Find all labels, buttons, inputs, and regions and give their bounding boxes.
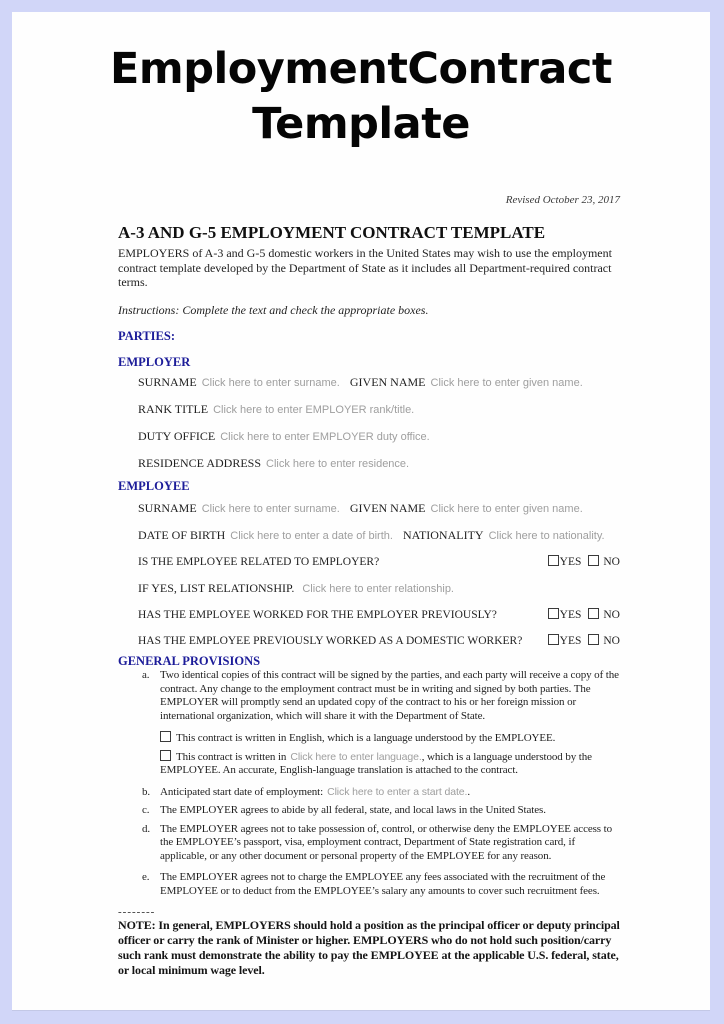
worked-question-row xyxy=(138,608,620,622)
item-b-text xyxy=(160,786,620,800)
document-content xyxy=(118,194,620,978)
employee-given-name-label: GIVEN NAME xyxy=(349,501,426,515)
language-other-line xyxy=(160,750,620,778)
relationship-label: IF YES, LIST RELATIONSHIP. xyxy=(138,581,295,595)
employee-given-name-field[interactable]: Click here to enter given name. xyxy=(430,503,583,515)
employer-heading: EMPLOYER xyxy=(118,355,191,369)
item-e-marker: e. xyxy=(142,871,150,883)
employer-residence-row xyxy=(138,456,620,471)
english-language-checkbox[interactable] xyxy=(160,731,171,742)
worked-yes-label: YES xyxy=(559,609,582,621)
employee-dob-field[interactable]: Click here to enter a date of birth. xyxy=(230,530,393,542)
employer-rank-field[interactable]: Click here to enter EMPLOYER rank/title. xyxy=(213,404,415,416)
employee-surname-label: SURNAME xyxy=(138,501,197,515)
domestic-question: HAS THE EMPLOYEE PREVIOUSLY WORKED AS A DOMESTIC WORKER? xyxy=(138,635,523,647)
employer-duty-label: DUTY OFFICE xyxy=(138,429,216,443)
related-question-row xyxy=(138,555,620,569)
employee-name-row xyxy=(138,501,620,516)
related-yes-label: YES xyxy=(559,556,582,568)
item-c-text: The EMPLOYER agrees to abide by all federal, state, and local laws in the United States. xyxy=(160,804,546,816)
item-d-text: The EMPLOYER agrees not to take possession of, control, or otherwise deny the EMPLOYEE access to the EMPLOYEE’s passport, visa, employment contract, Department of State registration card, if applicable, or any other document or personal property of the EMPLOYEE for any reason. xyxy=(160,822,612,862)
item-a-marker: a. xyxy=(142,669,150,681)
worked-yesno-group xyxy=(548,608,620,622)
title-line-1: EmploymentContract xyxy=(110,44,612,94)
relationship-field[interactable]: Click here to enter relationship. xyxy=(302,583,454,595)
provision-item-d xyxy=(118,823,620,864)
employee-heading: EMPLOYEE xyxy=(118,479,190,493)
domestic-yes-checkbox[interactable] xyxy=(548,634,559,645)
related-no-checkbox[interactable] xyxy=(588,555,599,566)
document-page xyxy=(12,12,710,1011)
parties-heading: PARTIES: xyxy=(118,329,175,343)
employer-surname-field[interactable]: Click here to enter surname. xyxy=(201,377,340,389)
item-a-text: Two identical copies of this contract will be signed by the parties, and each party will receive a copy of the contract. Any change to the employment contract must be in writing and signed by both parties. The EMPLOYER will promptly send an updated copy of the contract to his or her foreign mission or international organization, which will share it with the Department of State. xyxy=(160,669,619,722)
item-b-label: Anticipated start date of employment: xyxy=(160,785,324,798)
employer-duty-field[interactable]: Click here to enter EMPLOYER duty office. xyxy=(220,431,430,443)
intro-paragraph: EMPLOYERS of A-3 and G-5 domestic workers in the United States may wish to use the employment contract template developed by the Department of State as it includes all Department-required contract terms. xyxy=(118,246,612,289)
item-b-marker: b. xyxy=(142,785,151,798)
other-language-field[interactable]: Click here to enter language. xyxy=(290,750,422,763)
page-title xyxy=(12,12,710,152)
title-line-2: Template xyxy=(252,99,470,149)
provision-item-e xyxy=(118,871,620,898)
item-d-marker: d. xyxy=(142,822,151,835)
worked-question: HAS THE EMPLOYEE WORKED FOR THE EMPLOYER PREVIOUSLY? xyxy=(138,609,497,621)
worked-yes-checkbox[interactable] xyxy=(548,608,559,619)
item-b-suffix: . xyxy=(467,785,471,798)
worked-no-label: NO xyxy=(603,609,620,621)
language-english-line xyxy=(160,731,620,746)
employer-rank-row xyxy=(138,402,620,417)
domestic-yesno-group xyxy=(548,634,620,648)
general-provisions-heading: GENERAL PROVISIONS xyxy=(118,654,261,668)
employer-given-name-field[interactable]: Click here to enter given name. xyxy=(430,377,583,389)
domestic-yes-label: YES xyxy=(559,635,582,647)
employer-residence-field[interactable]: Click here to enter residence. xyxy=(266,458,410,470)
item-c-marker: c. xyxy=(142,804,150,816)
worked-no-checkbox[interactable] xyxy=(588,608,599,619)
related-yes-checkbox[interactable] xyxy=(548,555,559,566)
domestic-no-checkbox[interactable] xyxy=(588,634,599,645)
relationship-row xyxy=(138,581,620,596)
english-language-text: This contract is written in English, which is a language understood by the EMPLOYEE. xyxy=(176,732,556,744)
employer-residence-label: RESIDENCE ADDRESS xyxy=(138,456,262,470)
related-no-label: NO xyxy=(603,556,620,568)
employee-nationality-field[interactable]: Click here to nationality. xyxy=(488,530,605,542)
footnote-separator: -------- xyxy=(118,906,156,918)
provision-item-c xyxy=(118,804,620,818)
employee-dob-label: DATE OF BIRTH xyxy=(138,528,226,542)
employee-nationality-label: NATIONALITY xyxy=(402,528,484,542)
related-question: IS THE EMPLOYEE RELATED TO EMPLOYER? xyxy=(138,556,380,568)
note-paragraph: NOTE: In general, EMPLOYERS should hold a position as the principal officer or deputy principal officer or carry the rank of Minister or higher. EMPLOYERS who do not hold such position/carry such rank must demonstrate the ability to pay the EMPLOYEE at the applicable U.S. federal, state, or local minimum wage level. xyxy=(118,918,620,977)
domestic-question-row xyxy=(138,634,620,648)
contract-heading: A-3 AND G-5 EMPLOYMENT CONTRACT TEMPLATE xyxy=(118,223,546,242)
related-yesno-group xyxy=(548,555,620,569)
instructions-line: Instructions: Complete the text and check the appropriate boxes. xyxy=(118,302,429,317)
employer-rank-label: RANK TITLE xyxy=(138,402,209,416)
other-language-pre: This contract is written in xyxy=(176,750,287,763)
employer-surname-label: SURNAME xyxy=(138,375,197,389)
provision-item-b xyxy=(118,786,620,800)
start-date-field[interactable]: Click here to enter a start date. xyxy=(327,785,468,798)
item-e-text: The EMPLOYER agrees not to charge the EMPLOYEE any fees associated with the recruitment of the EMPLOYEE or to deduct from the EMPLOYEE’s salary any amounts to cover such recruitment fees. xyxy=(160,871,606,897)
domestic-no-label: NO xyxy=(603,635,620,647)
revised-date: Revised October 23, 2017 xyxy=(505,194,620,206)
employee-surname-field[interactable]: Click here to enter surname. xyxy=(201,503,340,515)
provision-item-a xyxy=(118,669,620,723)
employee-dob-row xyxy=(138,528,620,543)
employer-name-row xyxy=(138,375,620,390)
other-language-checkbox[interactable] xyxy=(160,750,171,761)
employer-duty-row xyxy=(138,429,620,444)
employer-given-name-label: GIVEN NAME xyxy=(349,375,426,389)
other-language-post: , which is a language understood by the EMPLOYEE. An accurate, English-language translation is attached to the contract. xyxy=(160,750,592,776)
